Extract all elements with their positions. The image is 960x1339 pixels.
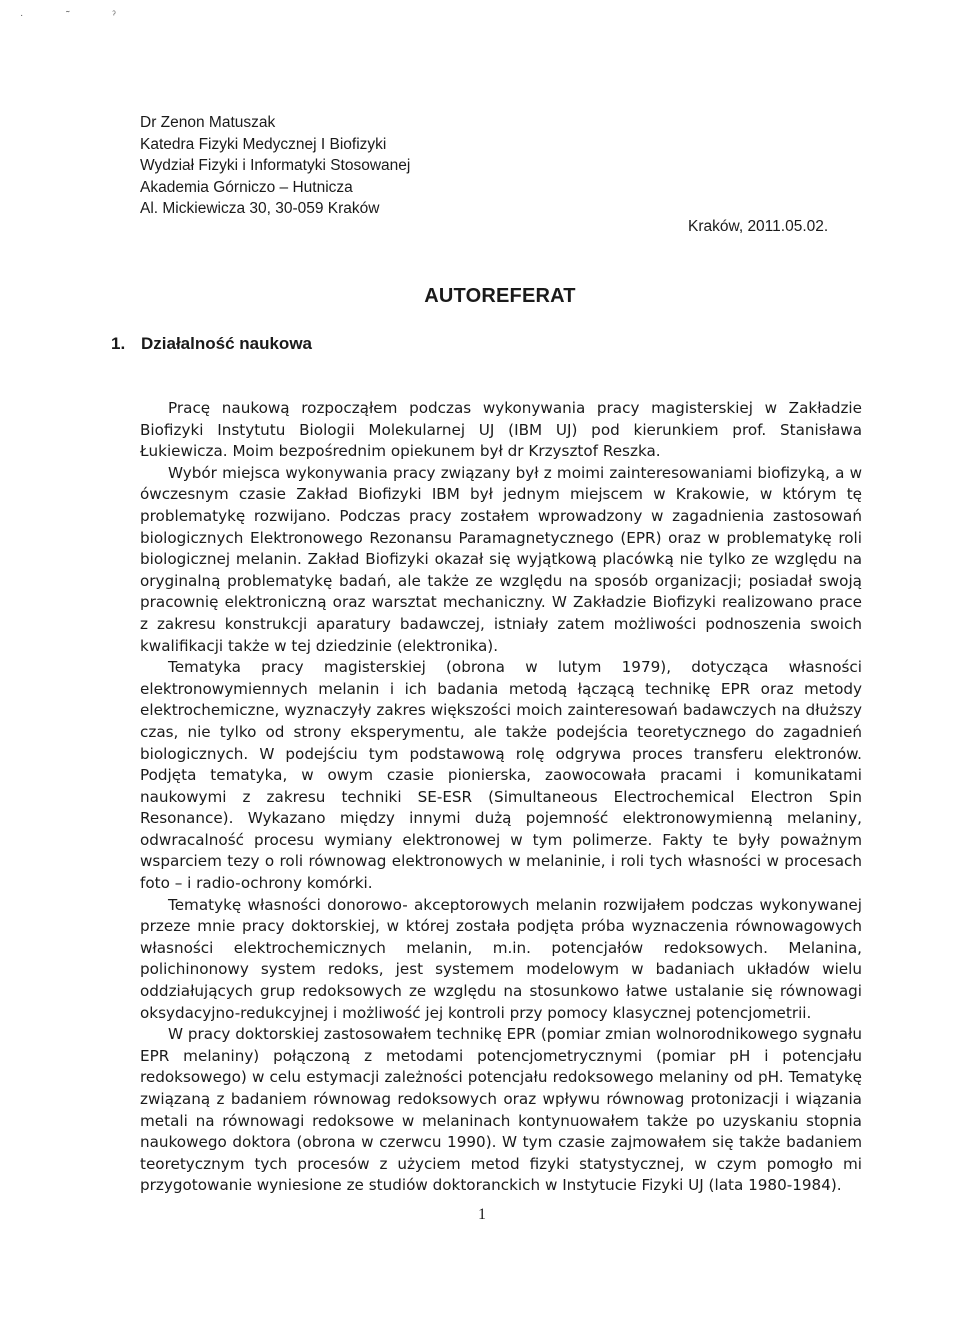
author-name: Dr Zenon Matuszak xyxy=(140,114,276,131)
section-heading-text: Działalność naukowa xyxy=(141,334,312,353)
document-title: AUTOREFERAT xyxy=(424,285,576,307)
author-faculty: Wydział Fizyki i Informatyki Stosowanej xyxy=(140,157,411,174)
section-heading xyxy=(111,334,312,354)
paragraph: Tematykę własności donorowo- akceptorowych melanin rozwijałem podczas wykonywanej przeze mnie pracy doktorskiej, w której została podjęta próba wyznaczenia równowagowych własności elektrochemicznych melanin, m.in. potencjałów redoksowych. Melanina, polichinonowy system redoks, jest systemem modelowym w badaniach układów wielu oddziałujących grup redoksowych ze względu na stosunkowo łatwe ustalanie się równowagi oksydacyjno-redukcyjnej i możliwość jej kontroli przy pomocy klasycznej potencjometrii. xyxy=(140,895,862,1022)
paragraph: Wybór miejsca wykonywania pracy związany był z moimi zainteresowaniami biofizyką, a w ówczesnym czasie Zakład Biofizyki IBM był jednym miejscem w Krakowie, w którym tę problematykę rozwijano. Podczas pracy zostałem wprowadzony w zagadnienia zastosowań biologicznych Elektronowego Rezonansu Paramagnetycznego (EPR) oraz w problematykę roli biologicznej melanin. Zakład Biofizyki okazał się wyjątkową placówką nie tylko ze względu na oryginalną problematykę badań, ale także ze względu na sposób organizacji; posiadał swoją pracownię elektroniczną oraz warsztat mechaniczny. W Zakładzie Biofizyki realizowano prace z zakresu konstrukcji aparatury badawczej, istniały zatem możliwości podnoszenia swoich kwalifikacji także w tej dziedzinie (elektronika). xyxy=(140,463,862,655)
section-number: 1. xyxy=(111,334,126,353)
author-department: Katedra Fizyki Medycznej I Biofizyki xyxy=(140,135,387,153)
page-number: 1 xyxy=(478,1206,486,1223)
author-address-block xyxy=(140,112,410,220)
place-date: Kraków, 2011.05.02. xyxy=(688,218,829,235)
paragraph: W pracy doktorskiej zastosowałem technikę EPR (pomiar zmian wolnorodnikowego sygnału EPR melaniny) połączoną z metodami potencjometrycznymi (pomiar pH i potencjału redoksowego) w celu estymacji zależności potencjału redoksowego melaniny od pH. Tematykę związaną z badaniem równowag redoksowych oraz wpływu równowag protonizacji i wiązania metali na równowagi redoksowe w melaninach kontynuowałem także po uzyskaniu stopnia naukowego doktora (obrona w czerwcu 1990). W tym czasie zajmowałem się także badaniem teoretycznym tych procesów z użyciem metod fizyki statystycznej, w czym pomogło mi przygotowanie wyniesione ze studiów doktoranckich w Instytucie Fizyki UJ (lata 1980-1984). xyxy=(140,1025,862,1195)
author-address: Al. Mickiewicza 30, 30-059 Kraków xyxy=(140,200,380,217)
scan-specks: · ˜ ˀ xyxy=(20,10,136,21)
paragraph: Tematyka pracy magisterskiej (obrona w lutym 1979), dotycząca własności elektronowymiennych melanin i ich badania metodą łączącą technikę EPR oraz metody elektrochemiczne, wyznaczyły zakres większości moich zainteresowań badawczych na dłuższy czas, nie tylko od strony eksperymentu, ale także podejścia teoretycznego do zagadnień biologicznych. W podejściu tym podstawową rolę odgrywa proces transferu elektronów. Podjęta tematyka, w owym czasie pionierska, zaowocowała pracami i komunikatami naukowymi z zakresu techniki SE-ESR (Simultaneous Electrochemical Electron Spin Resonance). Wykazano między innymi dużą pojemność elektronowymienną melaniny, odwracalność procesu wymiany elektronowej w tym polimerze. Fakty te były poważnym wsparciem tezy o roli równowag elektronowych w melaninie, i roli tych własności w procesach foto – i radio-ochrony komórki. xyxy=(140,658,862,893)
body-text xyxy=(140,398,862,1197)
author-university: Akademia Górniczo – Hutnicza xyxy=(140,178,353,196)
paragraph: Pracę naukową rozpocząłem podczas wykonywania pracy magisterskiej w Zakładzie Biofizyki Instytutu Biologii Molekularnej UJ (IBM UJ) pod kierunkiem prof. Stanisława Łukiewicza. Moim bezpośrednim opiekunem był dr Krzysztof Reszka. xyxy=(140,399,862,461)
